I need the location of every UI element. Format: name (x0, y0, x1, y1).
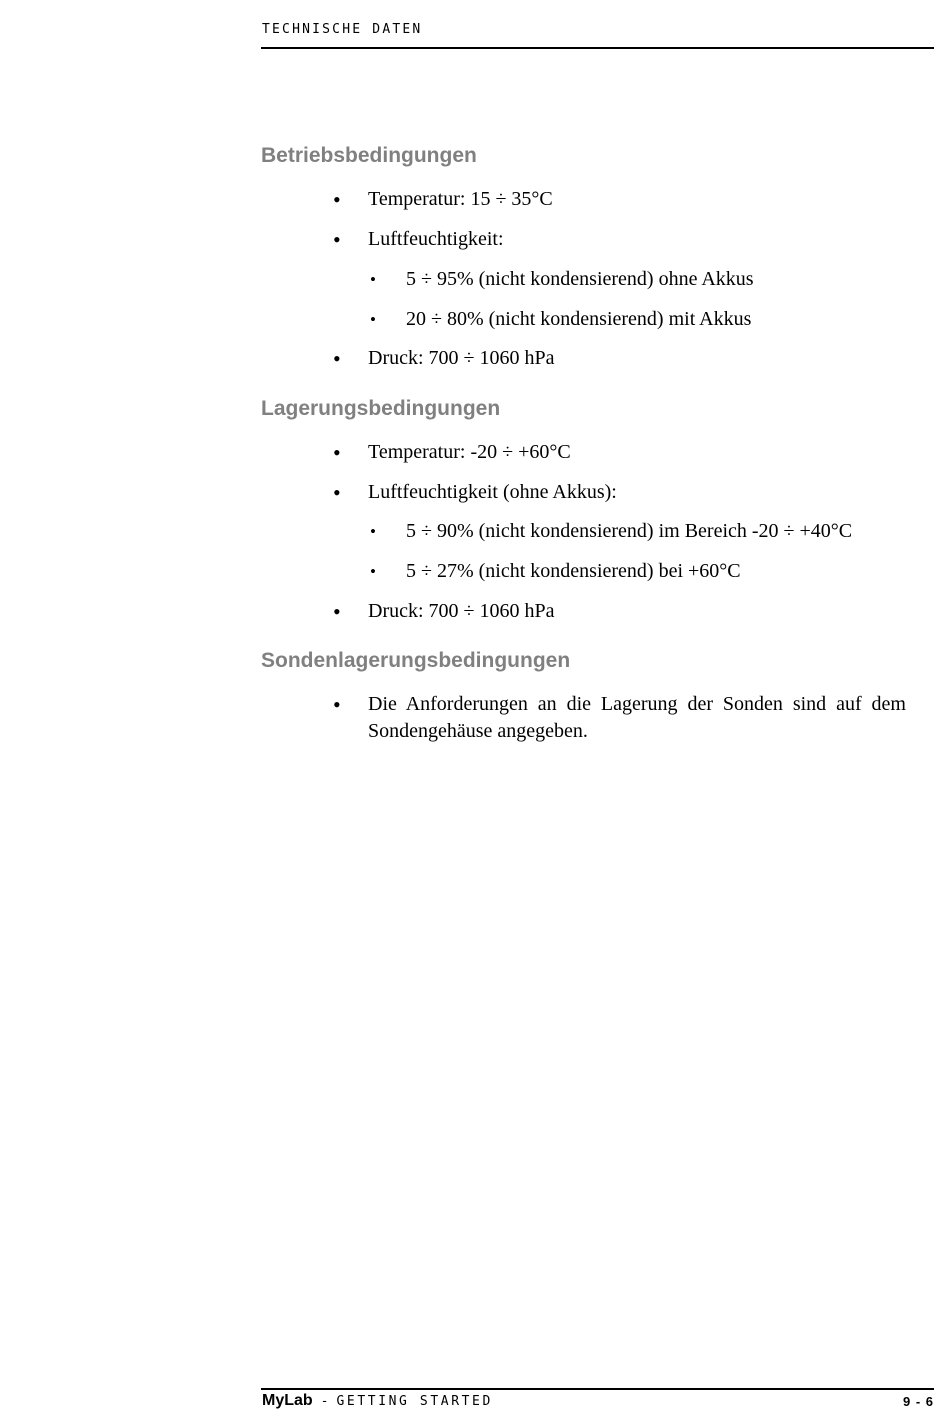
list-item (333, 691, 906, 745)
bullet-icon: • (370, 270, 376, 289)
list-item-text: Luftfeuchtigkeit: (368, 228, 504, 250)
list-item-text: Luftfeuchtigkeit (ohne Akkus): (368, 481, 617, 503)
list-item (333, 479, 617, 506)
bullet-icon: • (333, 187, 341, 212)
bullet-icon: • (333, 227, 341, 252)
bullet-icon: • (370, 562, 376, 581)
list-item (333, 226, 504, 253)
bullet-icon: • (370, 310, 376, 329)
running-header: TECHNISCHE DATEN (262, 22, 423, 37)
section-heading-lagerungsbedingungen: Lagerungsbedingungen (261, 397, 501, 420)
bullet-icon: • (370, 522, 376, 541)
sub-list-item (370, 558, 741, 585)
bullet-icon: • (333, 599, 341, 624)
list-item-text: 5 ÷ 27% (nicht kondensierend) bei +60°C (406, 560, 741, 582)
sub-list-item (370, 266, 754, 293)
footer-title: GETTING STARTED (336, 1394, 493, 1409)
list-item-text: Druck: 700 ÷ 1060 hPa (368, 347, 555, 369)
bullet-icon: • (333, 440, 341, 465)
list-item-text: 5 ÷ 95% (nicht kondensierend) ohne Akkus (406, 268, 754, 290)
footer-brand: MyLab (262, 1392, 313, 1409)
footer-divider (261, 1388, 934, 1390)
header-divider (261, 47, 934, 49)
bullet-icon: • (333, 692, 341, 717)
section-heading-sondenlagerungsbedingungen: Sondenlagerungsbedingungen (261, 649, 571, 672)
list-item (333, 439, 571, 466)
list-item (333, 598, 555, 625)
page-number: 9 - 6 (902, 1394, 934, 1409)
sub-list-item (370, 518, 853, 545)
list-item (333, 186, 553, 213)
list-item-text: Druck: 700 ÷ 1060 hPa (368, 600, 555, 622)
list-item (333, 345, 555, 372)
bullet-icon: • (333, 346, 341, 371)
list-item-text: Die Anforderungen an die Lagerung der Sonden sind auf dem Sondengehäuse angegeben. (368, 693, 906, 742)
sub-list-item (370, 306, 752, 333)
footer-left (262, 1392, 493, 1410)
list-item-text: 5 ÷ 90% (nicht kondensierend) im Bereich -20 ÷ +40°C (406, 520, 853, 542)
list-item-text: Temperatur: 15 ÷ 35°C (368, 188, 553, 210)
list-item-text: 20 ÷ 80% (nicht kondensierend) mit Akkus (406, 308, 752, 330)
footer-separator: - (320, 1394, 329, 1409)
section-heading-betriebsbedingungen: Betriebsbedingungen (261, 144, 477, 167)
list-item-text: Temperatur: -20 ÷ +60°C (368, 441, 571, 463)
bullet-icon: • (333, 480, 341, 505)
